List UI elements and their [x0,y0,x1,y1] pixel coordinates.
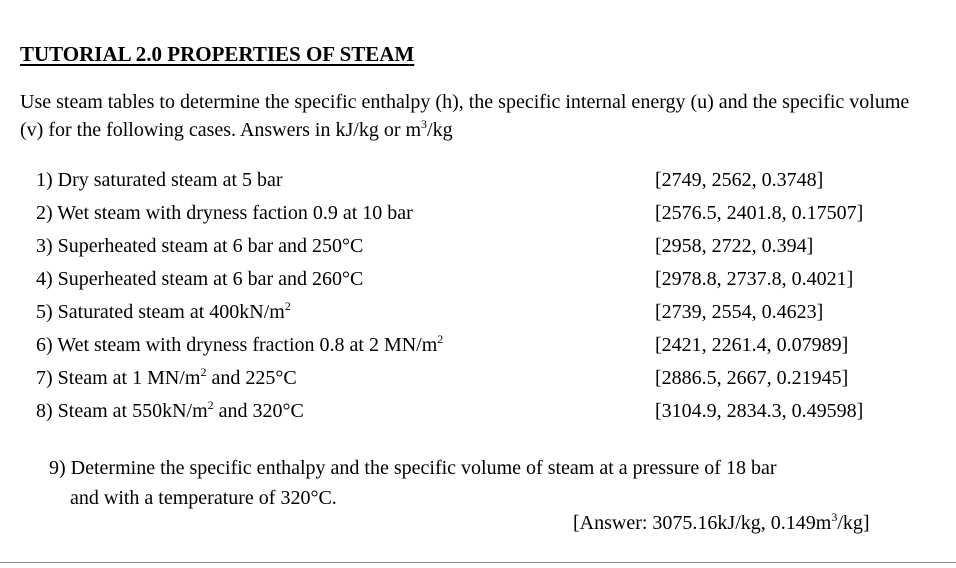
problem-text: 3) Superheated steam at 6 bar and 250°C [36,235,364,257]
problem-item [36,265,916,298]
problem-answer: [3104.9, 2834.3, 0.49598] [655,400,864,422]
problem-answer: [2958, 2722, 0.394] [655,235,814,257]
problem-answer: [2749, 2562, 0.3748] [655,169,824,191]
page-title: TUTORIAL 2.0 PROPERTIES OF STEAM [20,42,415,66]
instructions-text: Use steam tables to determine the specific enthalpy (h), the specific internal energy (u) and the specific volume (v) for the following cases. Answers in kJ/kg or m [20,91,910,141]
problem-text: 5) Saturated steam at $400kN/m^2$ [36,299,291,323]
problem-answer: [2421, 2261.4, 0.07989] [655,334,849,356]
problem-text: 1) Dry saturated steam at 5 bar [36,169,283,191]
question-9-answer: [Answer: 3075.16kJ/kg, $0.149m^3/kg$] [573,510,870,534]
instructions-tail: /kg [427,119,453,141]
problem-item [36,364,916,397]
problem-item [36,166,916,199]
problem-text: 8) Steam at $550kN/m^2$ and 320°C [36,398,304,422]
problem-answer: [2978.8, 2737.8, 0.4021] [655,268,854,290]
problem-text: 6) Wet steam with dryness fraction 0.8 at 2 $MN/m^2$ [36,332,444,356]
problem-answer: [2739, 2554, 0.4623] [655,301,824,323]
problem-text: 7) Steam at 1 $MN/m^2$ and 225°C [36,365,297,389]
problem-item [36,232,916,265]
instructions-paragraph [20,88,930,144]
problem-item [36,397,916,430]
problem-item [36,199,916,232]
question-9 [49,453,909,513]
question-9-line-1: 9) Determine the specific enthalpy and the specific volume of steam at a pressure of 18 bar [49,457,777,479]
problem-item [36,298,916,331]
instructions-superscript: 3 [421,117,428,131]
problem-list [36,166,916,430]
problem-answer: [2886.5, 2667, 0.21945] [655,367,849,389]
problem-answer: [2576.5, 2401.8, 0.17507] [655,202,864,224]
problem-text: 4) Superheated steam at 6 bar and 260°C [36,268,364,290]
problem-text: 2) Wet steam with dryness faction 0.9 at 10 bar [36,202,413,224]
problem-item [36,331,916,364]
bottom-divider [0,562,956,563]
question-9-line-2: and with a temperature of 320°C. [70,487,337,509]
